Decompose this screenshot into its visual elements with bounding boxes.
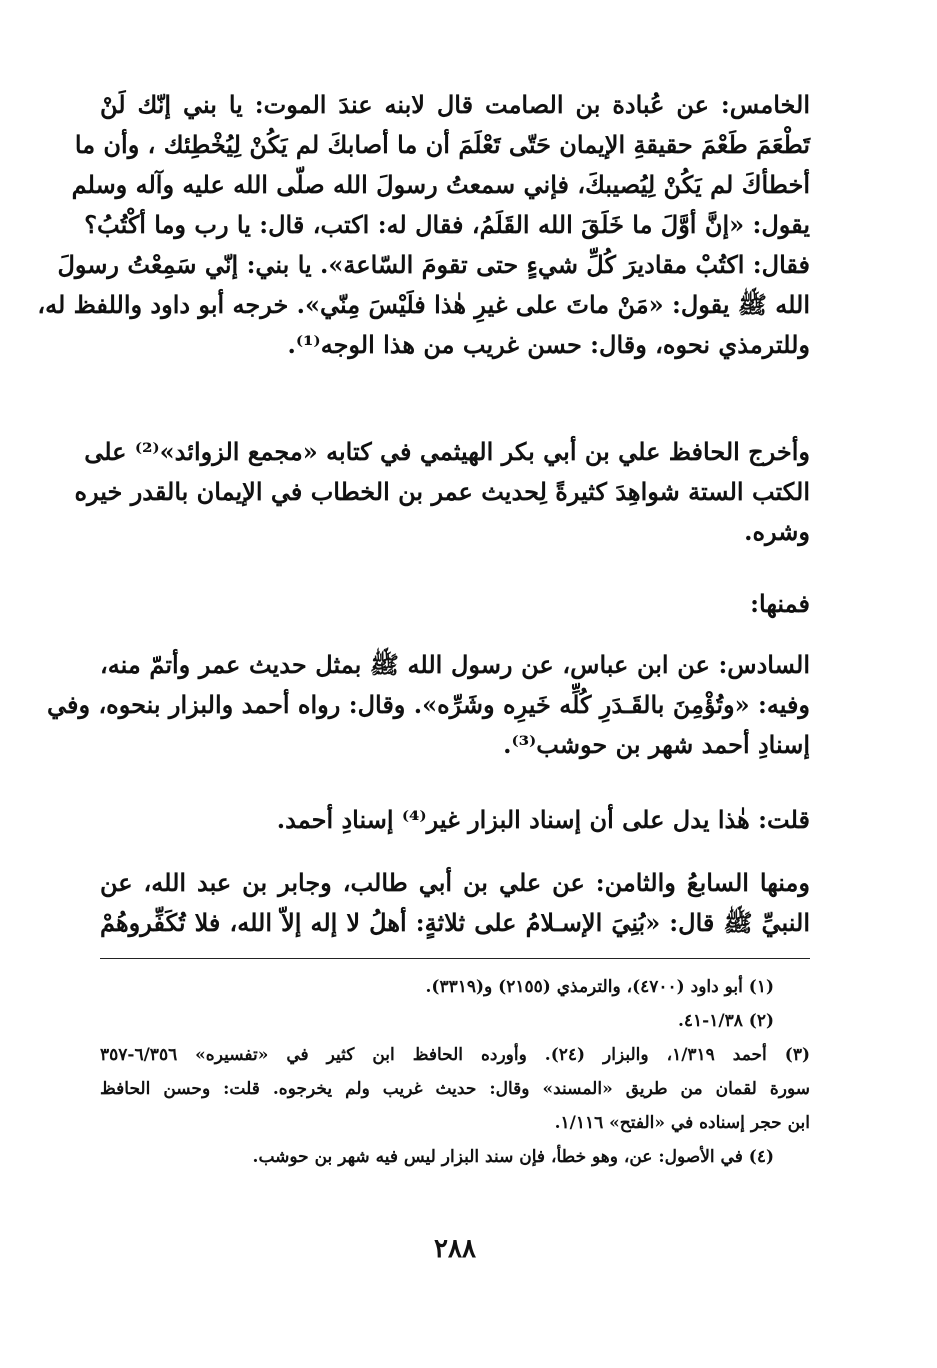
footnote-1: (١) أبو داود (٤٧٠٠)، والترمذي (٢١٥٥) و(٣٣١٩). <box>425 977 774 997</box>
footnote-3-line: ابن حجر إسناده في «الفتح» ١/١١٦. <box>554 1113 810 1133</box>
footnotes <box>100 970 810 1174</box>
book-page <box>37 0 810 1368</box>
text-line: فمنها: <box>750 589 810 618</box>
text-line: الخامس: عن عُبادة بن الصامت قال لابنه عندَ الموت: يا بني إنّك لَنْ <box>100 90 810 119</box>
footnote-3-line: سورة لقمان من طريق «المسند» وقال: حديث غريب ولم يخرجوه. قلت: وحسن الحافظ <box>100 1079 810 1099</box>
paragraph-seventh-eighth <box>100 863 810 943</box>
text-line: ومنها السابعُ والثامن: عن علي بن أبي طالب، وجابر بن عبد الله، عن <box>100 868 810 897</box>
text-line: أخطأكَ لم يَكُنْ لِيُصيبكَ، فإني سمعتُ رسولَ الله صلّى الله عليه وآله وسلم <box>71 170 810 199</box>
footnote-3-line: (٣) أحمد ١/٣١٩، والبزار (٢٤). وأورده الحافظ ابن كثير في «تفسيره» ٦/٣٥٦-٣٥٧ <box>100 1045 810 1065</box>
paragraph-minha <box>100 584 810 624</box>
text-line: وأخرج الحافظ علي بن أبي بكر الهيثمي في كتابه «مجمع الزوائد»⁽²⁾ على <box>84 437 810 466</box>
footnote-separator <box>100 958 810 959</box>
text-line: إسنادِ أحمد شهر بن حوشب⁽³⁾. <box>503 730 810 759</box>
paragraph-haythami <box>74 432 810 552</box>
text-line: السادس: عن ابن عباس، عن رسول الله ﷺ بمثل حديث عمر وأتمّ منه، <box>100 650 810 679</box>
page-number: ٢٨٨ <box>434 1234 476 1264</box>
text-line: يقول: «إنَّ أوَّلَ ما خَلَقَ الله القَلَمُ، فقال له: اكتب، قال: يا رب وما أكْتُبُ؟ <box>84 210 810 239</box>
text-line: وفيه: «وتُؤْمِنَ بالقَـدَرِ كُلِّه خَيرِه وشَرِّه». وقال: رواه أحمد والبزار بنحوه، وفي <box>47 690 810 719</box>
text-line: وللترمذي نحوه، وقال: حسن غريب من هذا الوجه⁽¹⁾. <box>287 330 810 359</box>
text-line: الكتب الستة شواهِدَ كثيرةً لِحديث عمر بن الخطاب في الإيمان بالقدر خيره <box>74 477 810 506</box>
paragraph-qultu <box>100 800 810 840</box>
text-line: فقال: اكتُبْ مقاديرَ كُلِّ شيءٍ حتى تقومَ السّاعة». يا بني: إنّي سَمِعْتُ رسولَ <box>57 250 810 279</box>
text-line: قلت: هٰذا يدل على أن إسناد البزار غير⁽⁴⁾ إسنادِ أحمد. <box>276 805 810 834</box>
text-line: الله ﷺ يقول: «مَنْ ماتَ على غيرِ هٰذا فلَيْسَ مِنّي». خرجه أبو داود واللفظ له، <box>37 290 810 319</box>
footnote-2: (٢) ١/٣٨-٤١. <box>677 1011 774 1031</box>
paragraph-sixth-hadith <box>47 645 810 765</box>
footnote-4: (٤) في الأصول: عن، وهو خطأ، فإن سند البزار ليس فيه شهر بن حوشب. <box>252 1147 774 1167</box>
text-line: تَطْعَمَ طَعْمَ حقيقةِ الإيمان حَتّى تَعْلَمَ أن ما أصابكَ لم يَكُنْ لِيُخْطِئك ، وأن ما <box>74 130 810 159</box>
text-line: النبيِّ ﷺ قال: «بُنِيَ الإسـلامُ على ثلاثةٍ: أهلُ لا إله إلاّ الله، فلا تُكَفِّروهُمْ <box>100 908 810 937</box>
paragraph-fifth-hadith <box>37 85 810 365</box>
text-line: وشره. <box>744 517 810 546</box>
